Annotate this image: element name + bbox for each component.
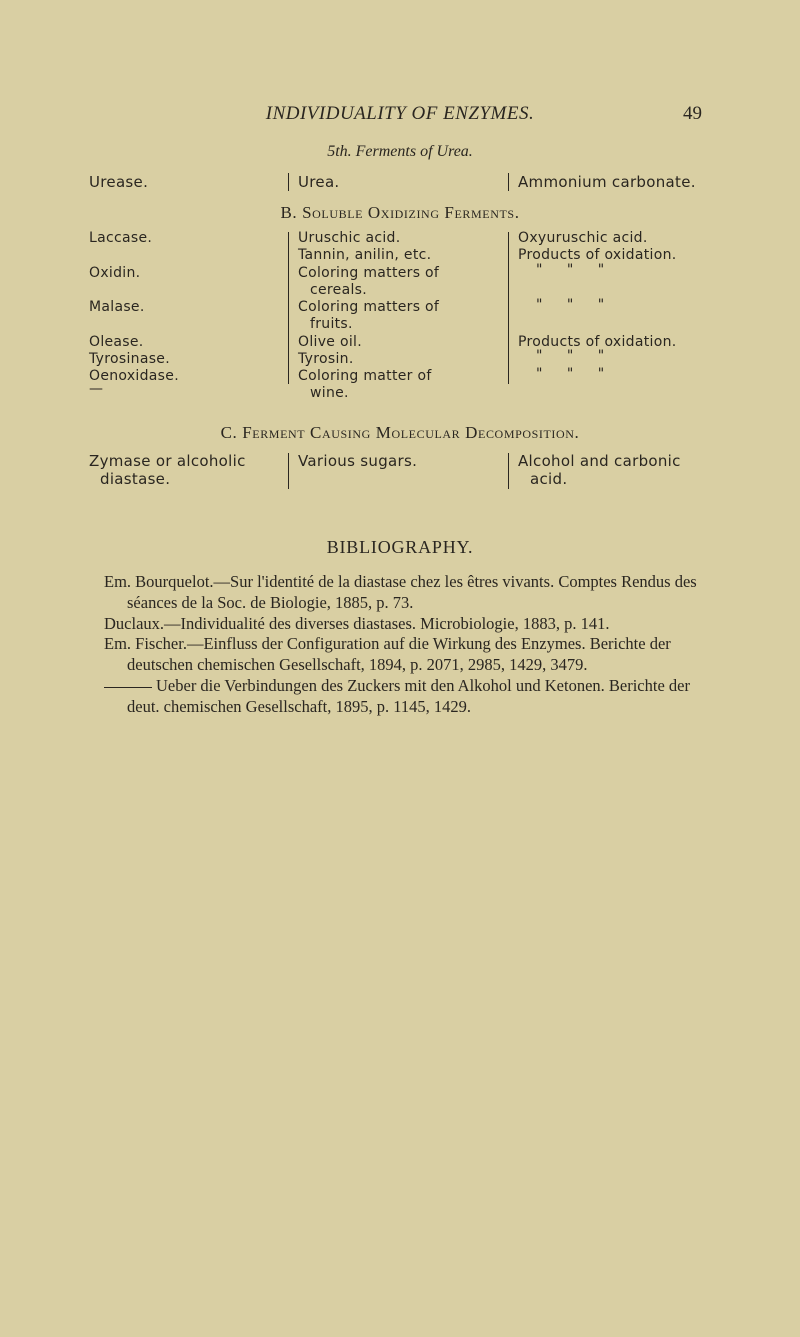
section-b-substrate: Uruschic acid. <box>298 230 401 246</box>
section-b-substrate: fruits. <box>310 316 353 332</box>
section-b-product: Products of oxidation. <box>518 334 677 350</box>
section-c-ferment: diastase. <box>100 470 171 488</box>
section-b-title: B. Soluble Oxidizing Ferments. <box>280 203 520 222</box>
section-b-product: Products of oxidation. <box>518 247 677 263</box>
bibliography-entry-text: Ueber die Verbindungen des Zuckers mit den Alkohol und Ketonen. Berichte der deut. chemischen Gesellschaft, 1895, p. 1145, 1429. <box>127 675 690 716</box>
column-divider <box>508 173 509 191</box>
section-b-substrate: wine. <box>310 385 349 401</box>
section-b-substrate: cereals. <box>310 282 367 298</box>
section-b-substrate: Olive oil. <box>298 334 362 350</box>
section-b-substrate: Coloring matters of <box>298 299 440 315</box>
urea-product: Ammonium carbonate. <box>518 173 696 191</box>
bibliography-entry: Em. Fischer.—Einfluss der Configuration auf die Wirkung des Enzymes. Berichte der deutschen chemischen Gesellschaft, 1894, p. 2071, 2985, 1429, 3479. <box>104 634 671 675</box>
column-divider <box>288 453 289 489</box>
ditto-dash <box>104 687 152 688</box>
section-b-substrate: Tyrosin. <box>298 351 354 367</box>
section-b-ferment: Oenoxidase. <box>89 368 179 384</box>
section-b-ferment: Laccase. <box>89 230 153 246</box>
section-b-substrate: Coloring matter of <box>298 368 432 384</box>
bibliography-entry: Duclaux.—Individualité des diverses diastases. Microbiologie, 1883, p. 141. <box>104 613 610 633</box>
section-b-ferment: — <box>89 381 104 397</box>
section-b-substrate: Tannin, anilin, etc. <box>298 247 432 263</box>
section-c-ferment: Zymase or alcoholic <box>89 452 246 470</box>
column-divider <box>288 173 289 191</box>
section-b-substrate: Coloring matters of <box>298 265 440 281</box>
subheading: 5th. Ferments of Urea. <box>327 143 473 160</box>
bibliography-list <box>104 572 704 718</box>
section-b-product-ditto: " " " <box>536 366 615 382</box>
section-b-ferment: Malase. <box>89 299 145 315</box>
running-header: INDIVIDUALITY OF ENZYMES. <box>265 103 535 124</box>
section-b-product-ditto: " " " <box>536 262 615 278</box>
bibliography-entry-continued <box>104 676 704 718</box>
section-b-ferment: Tyrosinase. <box>89 351 170 367</box>
section-b-ferment: Oxidin. <box>89 265 141 281</box>
section-b-product: Oxyuruschic acid. <box>518 230 648 246</box>
page-number: 49 <box>683 103 702 124</box>
bibliography-entry: Em. Bourquelot.—Sur l'identité de la diastase chez les êtres vivants. Comptes Rendus des séances de la Soc. de Biologie, 1885, p. 73. <box>104 572 697 612</box>
urea-ferment: Urease. <box>89 173 149 191</box>
section-c-product: acid. <box>530 470 568 488</box>
column-divider <box>508 453 509 489</box>
section-c-product: Alcohol and carbonic <box>518 452 681 470</box>
section-b-ferment: Olease. <box>89 334 144 350</box>
bibliography-title: BIBLIOGRAPHY. <box>326 537 474 557</box>
column-divider <box>508 232 509 384</box>
section-b-product-ditto: " " " <box>536 297 615 313</box>
section-c-substrate: Various sugars. <box>298 452 418 470</box>
column-divider <box>288 232 289 384</box>
section-b-product-ditto: " " " <box>536 348 615 364</box>
section-c-title: C. Ferment Causing Molecular Decomposition. <box>220 423 580 442</box>
urea-substrate: Urea. <box>298 173 340 191</box>
